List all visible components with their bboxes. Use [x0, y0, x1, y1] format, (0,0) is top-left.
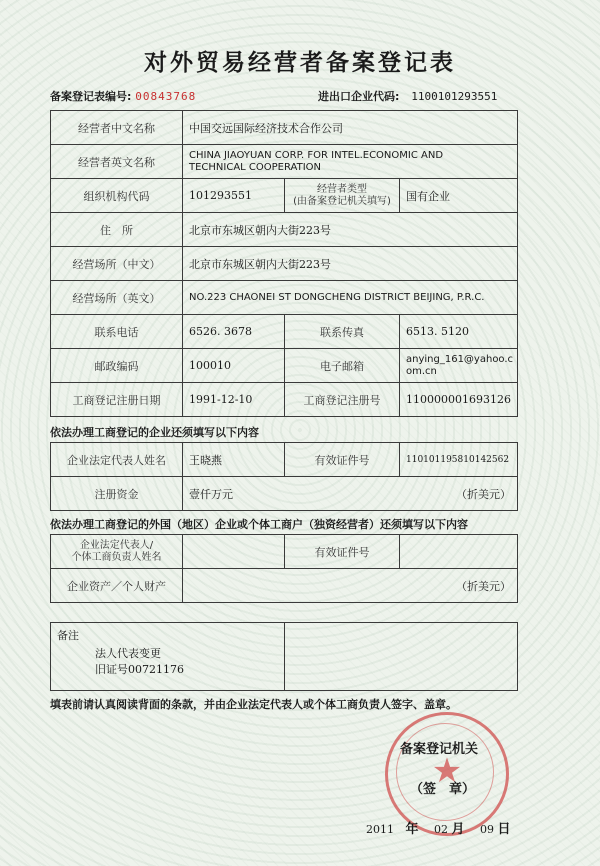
table-row [51, 281, 518, 315]
name-en-line-2: TECHNICAL COOPERATION [189, 161, 322, 173]
capital-cell [183, 477, 518, 511]
date-day-char: 日 [497, 822, 511, 837]
table-row [51, 213, 518, 247]
name-cn-label: 经营者中文名称 [51, 111, 183, 145]
table-row [51, 383, 518, 417]
section2-table [50, 534, 518, 603]
date-month-char: 月 [451, 822, 465, 837]
foreign-rep-value [183, 535, 285, 569]
capital-unit: （折美元） [456, 487, 511, 501]
table-row [51, 623, 518, 691]
date-day: 09 [480, 823, 495, 836]
reg-no-value: 110000001693126 [400, 383, 518, 417]
table-row [51, 349, 518, 383]
premises-cn-value: 北京市东城区朝内大街223号 [183, 247, 518, 281]
main-info-table [50, 110, 518, 417]
remarks-table [50, 622, 518, 691]
table-row [51, 443, 518, 477]
remarks-empty-cell [285, 623, 518, 691]
reg-no-label: 工商登记注册号 [285, 383, 400, 417]
section1-heading: 依法办理工商登记的企业还须填写以下内容 [50, 426, 259, 439]
name-cn-value: 中国交远国际经济技术合作公司 [183, 111, 518, 145]
foreign-rep-label-line-2: 个体工商负责人姓名 [71, 551, 162, 563]
legal-rep-value: 王晓燕 [183, 443, 285, 477]
table-row [51, 477, 518, 511]
name-en-value [183, 145, 518, 179]
section2-heading: 依法办理工商登记的外国（地区）企业或个体工商户（独资经营者）还须填写以下内容 [50, 518, 468, 531]
date-line [366, 818, 511, 837]
table-row [51, 111, 518, 145]
capital-value: 壹仟万元 [189, 487, 233, 501]
section1-table [50, 442, 518, 511]
date-year: 2011 [366, 823, 394, 836]
filing-number [50, 88, 196, 104]
assets-label: 企业资产／个人财产 [51, 569, 183, 603]
assets-unit: （折美元） [456, 579, 511, 593]
table-row [51, 535, 518, 569]
table-row [51, 247, 518, 281]
operator-type-label [285, 179, 400, 213]
fax-label: 联系传真 [285, 315, 400, 349]
org-code-label: 组织机构代码 [51, 179, 183, 213]
postcode-value: 100010 [183, 349, 285, 383]
email-label: 电子邮箱 [285, 349, 400, 383]
seal-label: （签 章） [410, 782, 476, 797]
fax-value: 6513. 5120 [400, 315, 518, 349]
reg-date-label: 工商登记注册日期 [51, 383, 183, 417]
org-code-value: 101293551 [183, 179, 285, 213]
foreign-rep-label-line-1: 企业法定代表人/ [79, 539, 154, 551]
ie-code-value: 1100101293551 [411, 90, 498, 103]
ie-code-label: 进出口企业代码: [318, 90, 400, 103]
residence-label: 住 所 [51, 213, 183, 247]
premises-en-label: 经营场所（英文） [51, 281, 183, 315]
phone-value: 6526. 3678 [183, 315, 285, 349]
footer-instruction: 填表前请认真阅读背面的条款，并由企业法定代表人或个体工商负责人签字、盖章。 [50, 698, 457, 711]
remarks-label: 备注 [57, 629, 79, 642]
assets-cell [183, 569, 518, 603]
operator-type-value: 国有企业 [400, 179, 518, 213]
id-number-value: 110101195810142562 [400, 443, 518, 477]
foreign-id-label: 有效证件号 [285, 535, 400, 569]
ie-enterprise-code [318, 88, 497, 104]
legal-rep-label: 企业法定代表人姓名 [51, 443, 183, 477]
table-row [51, 145, 518, 179]
authority-label: 备案登记机关 [400, 742, 479, 757]
premises-en-value: NO.223 CHAONEI ST DONGCHENG DISTRICT BEIJING, P.R.C. [183, 281, 518, 315]
foreign-rep-label [51, 535, 183, 569]
residence-value: 北京市东城区朝内大街223号 [183, 213, 518, 247]
table-row [51, 179, 518, 213]
postcode-label: 邮政编码 [51, 349, 183, 383]
date-month: 02 [434, 823, 449, 836]
reg-date-value: 1991-12-10 [183, 383, 285, 417]
operator-type-title: 经营者类型 [317, 183, 367, 195]
page-title: 对外贸易经营者备案登记表 [144, 50, 456, 76]
filing-number-label: 备案登记表编号: [50, 90, 132, 103]
email-line-2: om.cn [406, 365, 437, 377]
premises-cn-label: 经营场所（中文） [51, 247, 183, 281]
operator-type-note: (由备案登记机关填写) [293, 195, 391, 207]
remarks-line-2: 旧证号00721176 [95, 663, 184, 676]
table-row [51, 569, 518, 603]
remarks-cell [51, 623, 285, 691]
seal-star-icon: ★ [431, 751, 463, 791]
name-en-label: 经营者英文名称 [51, 145, 183, 179]
filing-number-value: 00843768 [135, 90, 197, 103]
date-year-char: 年 [405, 822, 419, 837]
capital-label: 注册资金 [51, 477, 183, 511]
table-row [51, 315, 518, 349]
id-number-label: 有效证件号 [285, 443, 400, 477]
email-value [400, 349, 518, 383]
email-line-1: anying_161@yahoo.c [406, 353, 514, 365]
foreign-id-value [400, 535, 518, 569]
remarks-line-1: 法人代表变更 [95, 647, 161, 660]
phone-label: 联系电话 [51, 315, 183, 349]
name-en-line-1: CHINA JIAOYUAN CORP. FOR INTEL.ECONOMIC AND [189, 149, 444, 161]
